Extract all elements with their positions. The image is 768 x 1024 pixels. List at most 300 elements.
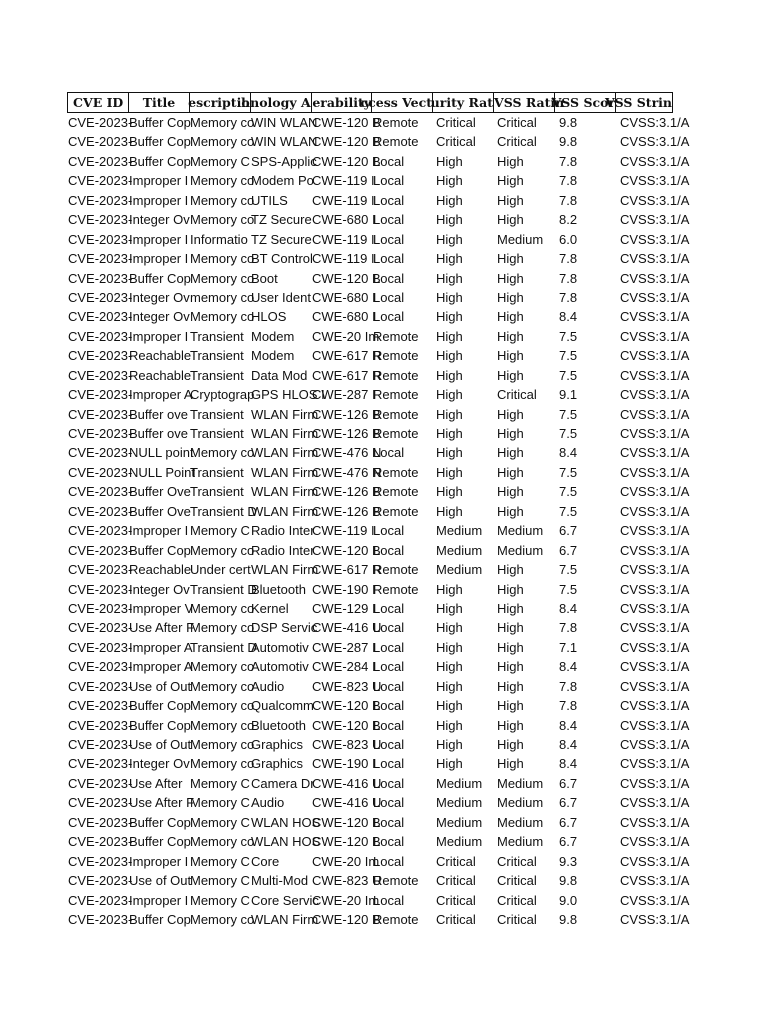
cell-cvss-rating: Medium xyxy=(497,795,544,811)
cell-technology-area: Core xyxy=(251,853,280,869)
cell-technology-area: WLAN Firm xyxy=(251,503,319,519)
cell-vulnerability-type: CWE-823 U xyxy=(312,678,382,694)
cell-cvss-rating: High xyxy=(497,270,524,286)
cell-cvss-rating: Critical xyxy=(497,853,537,869)
cell-cvss-rating: High xyxy=(497,426,524,441)
cell-security-rating: High xyxy=(436,445,463,461)
cell-cvss-score: 7.8 xyxy=(559,270,578,286)
cell-description: Memory C xyxy=(190,153,250,169)
cell-cvss-score: 9.3 xyxy=(559,853,578,869)
cell-title: Buffer ove xyxy=(129,426,189,441)
cell-description: Memory C xyxy=(190,892,250,908)
cell-vulnerability-type: CWE-119 I xyxy=(312,251,375,267)
cell-title: Use After F xyxy=(129,620,195,636)
cell-technology-area: WLAN Firm xyxy=(251,445,319,461)
cell-title: Use After F xyxy=(129,795,195,811)
header-title xyxy=(128,93,188,112)
cell-cve-id: CVE-2023- xyxy=(68,192,133,208)
cell-title: NULL Point xyxy=(129,464,195,480)
cell-title: NULL point xyxy=(129,445,194,461)
cell-technology-area: Bluetooth xyxy=(251,581,306,597)
cell-cvss-string: CVSS:3.1/A xyxy=(620,387,690,403)
cell-cvss-score: 9.1 xyxy=(559,387,578,403)
cell-cvss-rating: High xyxy=(497,367,524,383)
cell-security-rating: High xyxy=(436,464,463,480)
cell-cve-id: CVE-2023- xyxy=(68,717,133,733)
cell-cvss-string: CVSS:3.1/A xyxy=(620,892,690,908)
cell-cve-id: CVE-2023- xyxy=(68,873,133,889)
table-body xyxy=(67,113,690,929)
cell-cvss-score: 6.7 xyxy=(559,542,578,558)
cell-description: Informatio xyxy=(190,231,248,247)
cell-vulnerability-type: CWE-416 U xyxy=(312,795,382,811)
cell-technology-area: Multi-Mod xyxy=(251,873,309,889)
cell-access-vector: Local xyxy=(373,834,405,850)
cell-description: Transient xyxy=(190,464,244,480)
cell-cvss-score: 7.5 xyxy=(559,581,578,597)
cell-cve-id: CVE-2023- xyxy=(68,445,133,461)
cell-access-vector: Local xyxy=(373,639,405,655)
cell-cvss-score: 6.7 xyxy=(559,523,578,539)
cell-access-vector: Local xyxy=(373,445,405,461)
cell-access-vector: Local xyxy=(373,892,405,908)
cell-title: Integer Ov xyxy=(129,309,190,325)
cell-description: Transient D xyxy=(190,639,257,655)
cell-access-vector: Remote xyxy=(373,873,419,889)
cell-technology-area: Modem xyxy=(251,328,295,344)
cell-vulnerability-type: CWE-126 B xyxy=(312,503,381,519)
cell-technology-area: WLAN Firm xyxy=(251,484,319,500)
cell-technology-area: Radio Inter xyxy=(251,542,315,558)
table-row xyxy=(67,618,690,637)
header-cvss-string xyxy=(604,93,673,112)
cell-title: Improper I xyxy=(129,523,189,539)
cell-cve-id: CVE-2023- xyxy=(68,542,133,558)
cell-access-vector: Local xyxy=(373,173,405,189)
cell-cve-id: CVE-2023- xyxy=(68,698,133,714)
cell-title: Buffer Cop xyxy=(129,115,191,130)
cell-title: Improper I xyxy=(129,192,189,208)
table-row xyxy=(67,191,690,210)
cell-cvss-rating: High xyxy=(497,639,524,655)
cell-vulnerability-type: CWE-287 I xyxy=(312,387,376,403)
cell-security-rating: Medium xyxy=(436,795,483,811)
cell-vulnerability-type: CWE-190 I xyxy=(312,581,376,597)
cell-description: Memory co xyxy=(190,659,255,675)
cell-cve-id: CVE-2023- xyxy=(68,251,133,267)
table-row xyxy=(67,754,690,773)
cell-vulnerability-type: CWE-680 I xyxy=(312,212,376,228)
cell-cvss-string: CVSS:3.1/A xyxy=(620,581,690,597)
cell-security-rating: Medium xyxy=(436,542,483,558)
cell-security-rating: High xyxy=(436,639,463,655)
cell-cvss-string: CVSS:3.1/A xyxy=(620,134,690,150)
cell-security-rating: High xyxy=(436,289,463,305)
cell-description: Under cert xyxy=(190,562,251,578)
cell-cvss-rating: High xyxy=(497,717,524,733)
cell-cvss-score: 8.2 xyxy=(559,212,578,228)
table-row xyxy=(67,735,690,754)
cell-cvss-rating: Medium xyxy=(497,814,544,830)
cell-cvss-string: CVSS:3.1/A xyxy=(620,717,690,733)
cell-access-vector: Local xyxy=(373,251,405,267)
cell-cvss-string: CVSS:3.1/A xyxy=(620,737,690,752)
cell-cve-id: CVE-2023- xyxy=(68,309,133,325)
cell-security-rating: High xyxy=(436,484,463,500)
cell-cvss-rating: High xyxy=(497,192,524,208)
cell-access-vector: Remote xyxy=(373,328,419,344)
cell-vulnerability-type: CWE-119 I xyxy=(312,173,375,189)
cell-cvss-string: CVSS:3.1/A xyxy=(620,600,690,616)
cell-cvss-string: CVSS:3.1/A xyxy=(620,542,690,558)
cell-title: Use of Out xyxy=(129,873,192,889)
cell-cve-id: CVE-2023- xyxy=(68,503,133,519)
cell-technology-area: Data Mod xyxy=(251,367,308,383)
cell-security-rating: High xyxy=(436,406,463,422)
cell-cvss-score: 7.8 xyxy=(559,173,578,189)
cell-cvss-score: 9.8 xyxy=(559,873,578,889)
cell-cve-id: CVE-2023- xyxy=(68,737,133,752)
cell-technology-area: Audio xyxy=(251,678,285,694)
cell-cvss-score: 7.8 xyxy=(559,153,578,169)
cell-technology-area: WIN WLAN xyxy=(251,115,318,130)
cell-cvss-string: CVSS:3.1/A xyxy=(620,153,690,169)
cell-technology-area: Qualcomm xyxy=(251,698,314,714)
cell-technology-area: DSP Servic xyxy=(251,620,318,636)
cell-cve-id: CVE-2023- xyxy=(68,270,133,286)
cell-cvss-score: 6.0 xyxy=(559,231,578,247)
header-label: erability xyxy=(312,95,372,110)
table-row xyxy=(67,793,690,812)
table-row xyxy=(67,599,690,618)
cell-security-rating: High xyxy=(436,231,463,247)
cell-technology-area: User Ident xyxy=(251,289,311,305)
cell-technology-area: UTILS xyxy=(251,192,288,208)
table-row xyxy=(67,113,690,132)
cell-description: Transient xyxy=(190,328,244,344)
cell-vulnerability-type: CWE-119 I xyxy=(312,523,375,539)
cell-cvss-rating: High xyxy=(497,289,524,305)
cell-cvss-score: 6.7 xyxy=(559,834,578,850)
cell-description: Memory co xyxy=(190,756,255,772)
header-label: ccess Vect xyxy=(360,95,433,110)
cell-cvss-string: CVSS:3.1/A xyxy=(620,562,690,578)
cell-cve-id: CVE-2023- xyxy=(68,387,133,403)
cell-cvss-string: CVSS:3.1/A xyxy=(620,756,690,772)
table-row xyxy=(67,288,690,307)
cell-technology-area: Graphics xyxy=(251,737,304,752)
cell-cvss-score: 6.7 xyxy=(559,775,578,791)
cell-title: Buffer Cop xyxy=(129,698,191,714)
cell-title: Use After xyxy=(129,775,183,791)
cell-cve-id: CVE-2023- xyxy=(68,911,133,927)
cell-cvss-score: 7.5 xyxy=(559,328,578,344)
cell-vulnerability-type: CWE-120 B xyxy=(312,153,381,169)
cell-cve-id: CVE-2023- xyxy=(68,581,133,597)
cell-description: Transient xyxy=(190,484,244,500)
cell-vulnerability-type: CWE-20 Im xyxy=(312,853,380,869)
header-label: VSS Ratin xyxy=(494,95,565,110)
cell-cve-id: CVE-2023- xyxy=(68,853,133,869)
cell-security-rating: High xyxy=(436,173,463,189)
cell-cvss-score: 7.8 xyxy=(559,698,578,714)
cell-vulnerability-type: CWE-119 I xyxy=(312,192,375,208)
cell-technology-area: Kernel xyxy=(251,600,289,616)
header-label: VSS Scor xyxy=(551,95,616,110)
cell-access-vector: Local xyxy=(373,795,405,811)
cell-title: Reachable xyxy=(129,562,192,578)
cell-vulnerability-type: CWE-120 B xyxy=(312,834,381,850)
cell-cvss-score: 7.5 xyxy=(559,426,578,441)
cell-cvss-score: 7.8 xyxy=(559,620,578,636)
cell-technology-area: TZ Secure xyxy=(251,231,312,247)
cell-title: Buffer Cop xyxy=(129,270,191,286)
cell-vulnerability-type: CWE-120 B xyxy=(312,717,381,733)
cell-vulnerability-type: CWE-823 U xyxy=(312,873,382,889)
cell-title: Buffer Cop xyxy=(129,134,191,150)
cell-title: Improper A xyxy=(129,659,193,675)
cell-cvss-string: CVSS:3.1/A xyxy=(620,484,690,500)
cell-technology-area: Radio Inter xyxy=(251,523,315,539)
cell-security-rating: High xyxy=(436,698,463,714)
cell-access-vector: Local xyxy=(373,523,405,539)
cell-cvss-string: CVSS:3.1/A xyxy=(620,503,690,519)
cell-cvss-string: CVSS:3.1/A xyxy=(620,698,690,714)
cell-cvss-score: 6.7 xyxy=(559,814,578,830)
cell-description: Memory co xyxy=(190,115,255,130)
cell-description: Memory co xyxy=(190,251,255,267)
cell-technology-area: Boot xyxy=(251,270,278,286)
cell-security-rating: High xyxy=(436,309,463,325)
cell-security-rating: High xyxy=(436,328,463,344)
cell-cvss-rating: High xyxy=(497,620,524,636)
header-label: escriptio xyxy=(188,95,250,110)
table-row xyxy=(67,657,690,676)
cell-cve-id: CVE-2023- xyxy=(68,153,133,169)
header-label: CVE ID xyxy=(73,95,124,110)
cell-vulnerability-type: CWE-120 B xyxy=(312,134,381,150)
cell-access-vector: Remote xyxy=(373,406,419,422)
cell-access-vector: Local xyxy=(373,678,405,694)
table-row xyxy=(67,366,690,385)
cell-cvss-rating: Medium xyxy=(497,775,544,791)
cell-title: Improper I xyxy=(129,328,189,344)
cell-description: Memory co xyxy=(190,600,255,616)
cell-access-vector: Remote xyxy=(373,484,419,500)
cell-cvss-rating: High xyxy=(497,562,524,578)
cell-cvss-string: CVSS:3.1/A xyxy=(620,678,690,694)
cell-cvss-score: 7.5 xyxy=(559,406,578,422)
cell-access-vector: Remote xyxy=(373,115,419,130)
cell-access-vector: Local xyxy=(373,309,405,325)
table-row xyxy=(67,249,690,268)
cell-cvss-rating: Medium xyxy=(497,523,544,539)
cell-cvss-score: 7.5 xyxy=(559,348,578,364)
cell-cve-id: CVE-2023- xyxy=(68,814,133,830)
cell-cvss-rating: High xyxy=(497,464,524,480)
cell-security-rating: Critical xyxy=(436,892,476,908)
cell-cvss-score: 7.1 xyxy=(559,639,578,655)
cell-cvss-score: 9.8 xyxy=(559,115,578,130)
cell-vulnerability-type: CWE-126 B xyxy=(312,406,381,422)
header-cvss-rating xyxy=(493,93,565,112)
table-row xyxy=(67,852,690,871)
cell-vulnerability-type: CWE-126 B xyxy=(312,426,381,441)
cell-description: Memory C xyxy=(190,814,250,830)
cell-technology-area: WLAN Firm xyxy=(251,406,319,422)
table-row xyxy=(67,482,690,501)
cell-cvss-string: CVSS:3.1/A xyxy=(620,231,690,247)
table-row xyxy=(67,132,690,151)
cell-cve-id: CVE-2023- xyxy=(68,328,133,344)
cell-security-rating: High xyxy=(436,153,463,169)
table-row xyxy=(67,171,690,190)
cell-technology-area: WLAN Firm xyxy=(251,426,319,441)
table-row xyxy=(67,677,690,696)
header-access-vector xyxy=(360,93,433,112)
cell-vulnerability-type: CWE-416 U xyxy=(312,775,382,791)
cell-security-rating: High xyxy=(436,192,463,208)
cell-technology-area: WLAN Firm xyxy=(251,464,319,480)
cell-cvss-string: CVSS:3.1/A xyxy=(620,639,690,655)
table-row xyxy=(67,638,690,657)
cell-title: Integer Ov xyxy=(129,212,190,228)
cell-description: Memory co xyxy=(190,270,255,286)
cell-description: Transient D xyxy=(190,503,257,519)
cell-access-vector: Local xyxy=(373,600,405,616)
cell-description: Memory C xyxy=(190,523,250,539)
cell-security-rating: Medium xyxy=(436,775,483,791)
cell-cvss-string: CVSS:3.1/A xyxy=(620,659,690,675)
cell-security-rating: Critical xyxy=(436,911,476,927)
cell-vulnerability-type: CWE-120 B xyxy=(312,115,381,130)
cell-access-vector: Remote xyxy=(373,581,419,597)
table-row xyxy=(67,560,690,579)
cell-cvss-string: CVSS:3.1/A xyxy=(620,348,690,364)
cell-title: Buffer Cop xyxy=(129,542,191,558)
cell-description: Memory co xyxy=(190,834,255,850)
cell-technology-area: WLAN Firm xyxy=(251,911,319,927)
cell-vulnerability-type: CWE-129 I xyxy=(312,600,376,616)
table-row xyxy=(67,871,690,890)
cell-cve-id: CVE-2023- xyxy=(68,484,133,500)
cell-cvss-score: 7.5 xyxy=(559,484,578,500)
cell-title: Buffer ove xyxy=(129,406,189,422)
cell-title: Improper I xyxy=(129,173,189,189)
cell-security-rating: High xyxy=(436,620,463,636)
table-row xyxy=(67,541,690,560)
cell-cvss-score: 8.4 xyxy=(559,737,578,752)
cell-description: Memory co xyxy=(190,192,255,208)
table-row xyxy=(67,891,690,910)
cell-security-rating: Medium xyxy=(436,562,483,578)
table-row xyxy=(67,463,690,482)
header-label: Title xyxy=(142,95,176,110)
cell-cve-id: CVE-2023- xyxy=(68,231,133,247)
header-technology-area xyxy=(241,93,311,112)
cell-title: Reachable xyxy=(129,348,192,364)
cell-security-rating: Critical xyxy=(436,853,476,869)
cell-technology-area: GPS HLOS I xyxy=(251,387,325,403)
cell-access-vector: Local xyxy=(373,212,405,228)
cell-access-vector: Local xyxy=(373,717,405,733)
cell-cvss-score: 7.5 xyxy=(559,562,578,578)
cell-technology-area: Modem Po xyxy=(251,173,314,189)
cell-cve-id: CVE-2023- xyxy=(68,639,133,655)
cell-title: Improper A xyxy=(129,639,193,655)
cell-technology-area: WLAN HOS xyxy=(251,834,321,850)
cell-access-vector: Local xyxy=(373,153,405,169)
cell-vulnerability-type: CWE-120 B xyxy=(312,542,381,558)
cell-cvss-rating: High xyxy=(497,173,524,189)
cell-cve-id: CVE-2023- xyxy=(68,756,133,772)
cell-cve-id: CVE-2023- xyxy=(68,406,133,422)
cell-cvss-rating: Medium xyxy=(497,834,544,850)
cell-description: Memory co xyxy=(190,309,255,325)
cell-title: Improper I xyxy=(129,251,189,267)
cell-title: Buffer Cop xyxy=(129,717,191,733)
cell-cve-id: CVE-2023- xyxy=(68,620,133,636)
cell-access-vector: Local xyxy=(373,659,405,675)
cell-title: Buffer Cop xyxy=(129,834,191,850)
cell-security-rating: High xyxy=(436,387,463,403)
cell-technology-area: Core Servic xyxy=(251,892,319,908)
table-row xyxy=(67,521,690,540)
cell-access-vector: Local xyxy=(373,698,405,714)
cell-technology-area: TZ Secure xyxy=(251,212,312,228)
table-row xyxy=(67,405,690,424)
cell-title: Reachable xyxy=(129,367,192,383)
cell-description: Memory co xyxy=(190,911,255,927)
table-row xyxy=(67,346,690,365)
cell-security-rating: Medium xyxy=(436,834,483,850)
cell-description: Memory co xyxy=(190,445,255,461)
cell-security-rating: High xyxy=(436,678,463,694)
cell-title: Integer Ov xyxy=(129,581,190,597)
cell-access-vector: Remote xyxy=(373,367,419,383)
cell-technology-area: HLOS xyxy=(251,309,287,325)
table-row xyxy=(67,832,690,851)
table-row xyxy=(67,443,690,462)
cell-description: Memory co xyxy=(190,698,255,714)
table-row xyxy=(67,230,690,249)
cell-cvss-string: CVSS:3.1/A xyxy=(620,426,690,441)
cell-cvss-score: 8.4 xyxy=(559,717,578,733)
cell-technology-area: Bluetooth xyxy=(251,717,306,733)
table-row xyxy=(67,910,690,929)
cell-cvss-rating: High xyxy=(497,756,524,772)
cell-cve-id: CVE-2023- xyxy=(68,892,133,908)
cell-access-vector: Local xyxy=(373,270,405,286)
table-row xyxy=(67,813,690,832)
cell-vulnerability-type: CWE-617 R xyxy=(312,367,382,383)
cell-security-rating: Medium xyxy=(436,814,483,830)
cell-access-vector: Local xyxy=(373,542,405,558)
cell-cvss-rating: High xyxy=(497,698,524,714)
cell-cvss-string: CVSS:3.1/A xyxy=(620,834,690,850)
cell-description: Memory co xyxy=(190,620,255,636)
table-row xyxy=(67,327,690,346)
cell-cvss-score: 7.8 xyxy=(559,289,578,305)
cell-access-vector: Local xyxy=(373,231,405,247)
cell-cve-id: CVE-2023- xyxy=(68,426,133,441)
cell-access-vector: Local xyxy=(373,192,405,208)
cell-vulnerability-type: CWE-823 U xyxy=(312,737,382,752)
cell-cvss-rating: High xyxy=(497,659,524,675)
cell-access-vector: Local xyxy=(373,289,405,305)
cell-vulnerability-type: CWE-20 Im xyxy=(312,892,380,908)
cell-description: Memory C xyxy=(190,795,250,811)
